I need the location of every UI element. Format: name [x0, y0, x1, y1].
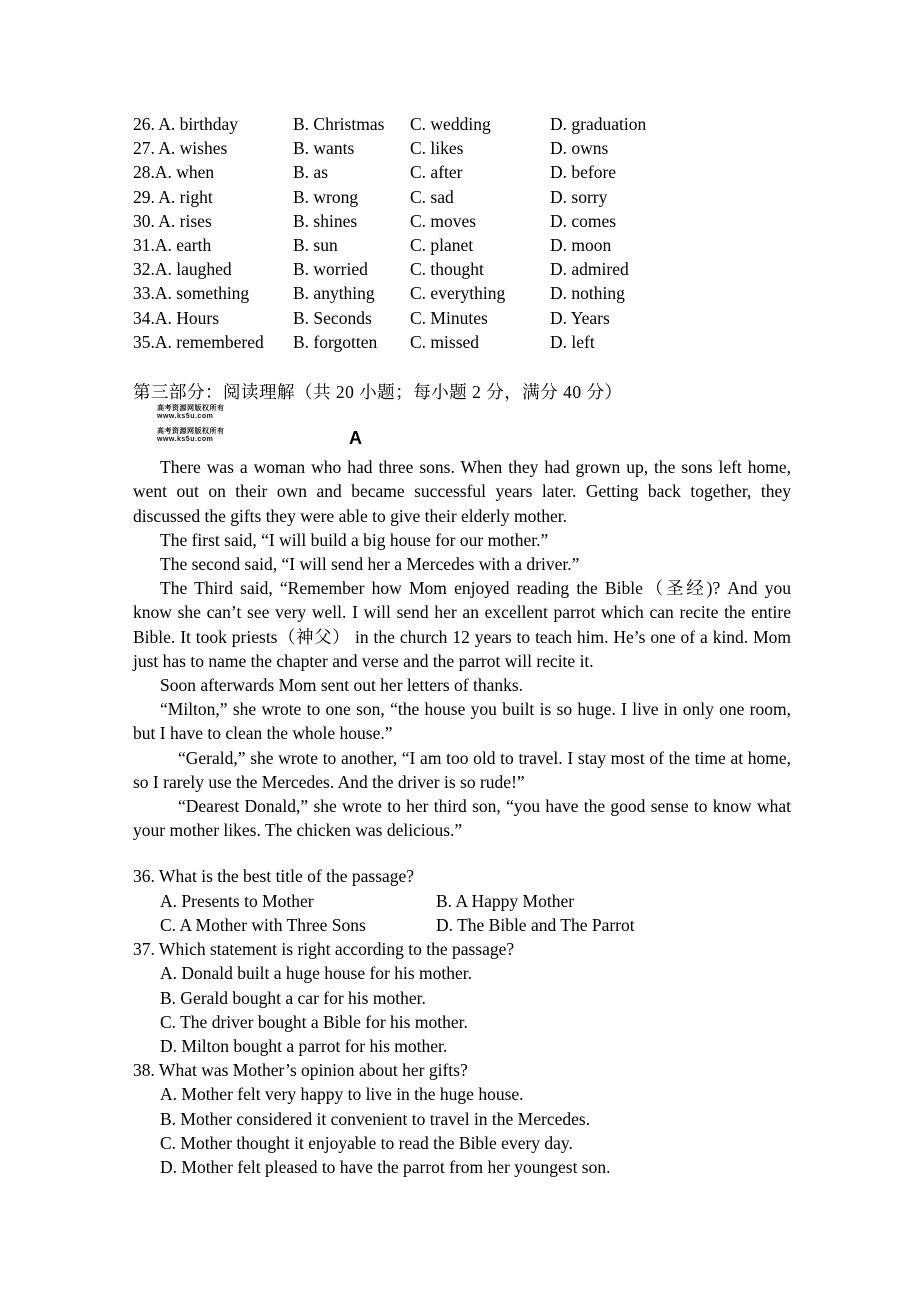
cloze-34-option-b: B. Seconds [293, 307, 372, 328]
passage-paragraph: The first said, “I will build a big house for our mother.” [160, 529, 549, 550]
question-36-option-a: A. Presents to Mother [160, 890, 314, 911]
cloze-27-option-b: B. wants [293, 138, 355, 159]
passage-paragraph: There was a woman who had three sons. When they had grown up, the sons left home, went out on their own and became successful years later. Getting back together, they discussed the gifts they were able to give their elderly mother. [133, 457, 791, 526]
cloze-33-option-d: D. nothing [550, 283, 625, 304]
question-38 [133, 1058, 791, 1179]
cloze-35-option-c: C. missed [410, 331, 480, 352]
cloze-27-option-c: C. likes [410, 138, 464, 159]
question-37-option-a: A. Donald built a huge house for his mother. [160, 963, 473, 984]
cloze-31-option-a: 31.A. earth [133, 235, 212, 256]
passage-paragraph: “Dearest Donald,” she wrote to her third son, “you have the good sense to know what your mother likes. The chicken was delicious.” [133, 796, 791, 841]
question-36-options-row-1 [133, 889, 791, 913]
watermark-line2: www.ks5u.com [157, 436, 214, 444]
cloze-32-option-d: D. admired [550, 259, 629, 280]
cloze-29-option-d: D. sorry [550, 186, 608, 207]
question-37-stem: 37. Which statement is right according to the passage? [133, 939, 515, 960]
cloze-row-29 [133, 185, 791, 209]
cloze-28-option-a: 28.A. when [133, 162, 215, 183]
question-36-option-c: C. A Mother with Three Sons [160, 914, 366, 935]
cloze-29-option-a: 29. A. right [133, 186, 213, 207]
cloze-33-option-a: 33.A. something [133, 283, 250, 304]
passage-paragraph: “Gerald,” she wrote to another, “I am too old to travel. I stay most of the time at home, so I rarely use the Mercedes. And the driver is so rude!” [133, 747, 791, 792]
question-38-option-d: D. Mother felt pleased to have the parrot from her youngest son. [160, 1156, 611, 1177]
cloze-34-option-c: C. Minutes [410, 307, 488, 328]
question-38-option-b: B. Mother considered it convenient to travel in the Mercedes. [160, 1108, 591, 1129]
cloze-34-option-d: D. Years [550, 307, 610, 328]
cloze-row-28 [133, 160, 791, 184]
question-38-stem: 38. What was Mother’s opinion about her gifts? [133, 1060, 468, 1081]
passage-paragraph: The second said, “I will send her a Mercedes with a driver.” [160, 554, 580, 575]
exam-content [133, 112, 791, 1179]
cloze-29-option-c: C. sad [410, 186, 454, 207]
cloze-31-option-b: B. sun [293, 235, 338, 256]
cloze-27-option-a: 27. A. wishes [133, 138, 228, 159]
cloze-26-option-b: B. Christmas [293, 114, 385, 134]
watermark-line1: 高考资源网版权所有 [157, 428, 225, 436]
cloze-row-34 [133, 306, 791, 330]
cloze-28-option-b: B. as [293, 162, 328, 183]
cloze-row-33 [133, 281, 791, 305]
passage-label: A [349, 428, 362, 449]
ks5u-watermark [157, 428, 225, 444]
cloze-32-option-a: 32.A. laughed [133, 259, 232, 280]
cloze-26-option-a: 26. A. birthday [133, 114, 238, 134]
cloze-34-option-a: 34.A. Hours [133, 307, 220, 328]
cloze-29-option-b: B. wrong [293, 186, 359, 207]
cloze-options-block [133, 112, 791, 354]
question-36-option-b: B. A Happy Mother [436, 890, 575, 911]
question-36-option-d: D. The Bible and The Parrot [436, 914, 635, 935]
cloze-28-option-c: C. after [410, 162, 463, 183]
question-36-stem: 36. What is the best title of the passage? [133, 866, 415, 887]
reading-passage [133, 455, 791, 842]
cloze-28-option-d: D. before [550, 162, 617, 183]
cloze-row-31 [133, 233, 791, 257]
cloze-32-option-b: B. worried [293, 259, 368, 280]
cloze-row-32 [133, 257, 791, 281]
questions-block [133, 864, 791, 1179]
question-38-option-a: A. Mother felt very happy to live in the huge house. [160, 1084, 524, 1105]
section-header: 第三部分：阅读理解（共 20 小题；每小题 2 分，满分 40 分） [133, 382, 623, 403]
cloze-30-option-b: B. shines [293, 210, 358, 231]
cloze-30-option-d: D. comes [550, 210, 617, 231]
cloze-26-option-c: C. wedding [410, 114, 491, 134]
cloze-30-option-a: 30. A. rises [133, 210, 212, 231]
watermark-line2: www.ks5u.com [157, 413, 214, 421]
cloze-row-26 [133, 112, 791, 136]
cloze-27-option-d: D. owns [550, 138, 609, 159]
question-36-options-row-2 [133, 913, 791, 937]
question-37-option-d: D. Milton bought a parrot for his mother. [160, 1035, 448, 1056]
cloze-row-27 [133, 136, 791, 160]
cloze-31-option-c: C. planet [410, 235, 474, 256]
passage-paragraph: “Milton,” she wrote to one son, “the house you built is so huge. I live in only one room, but I have to clean the whole house.” [133, 699, 791, 744]
passage-paragraph: Soon afterwards Mom sent out her letters of thanks. [160, 675, 524, 696]
question-37-option-b: B. Gerald bought a car for his mother. [160, 987, 426, 1008]
cloze-33-option-c: C. everything [410, 283, 506, 304]
question-36 [133, 864, 791, 937]
cloze-row-30 [133, 209, 791, 233]
question-38-option-c: C. Mother thought it enjoyable to read the Bible every day. [160, 1132, 573, 1153]
passage-label-area [133, 405, 791, 455]
cloze-31-option-d: D. moon [550, 235, 612, 256]
question-37 [133, 937, 791, 1058]
question-37-option-c: C. The driver bought a Bible for his mother. [160, 1011, 468, 1032]
passage-paragraph: The Third said, “Remember how Mom enjoyed reading the Bible（圣经)? And you know she can’t see very well. I will send her an excellent parrot which can recite the entire Bible. It took priests（神父） in the church 12 years to teach him. He’s one of a kind. Mom just has to name the chapter and verse and the parrot will recite it. [133, 578, 791, 671]
cloze-row-35 [133, 330, 791, 354]
cloze-26-option-d: D. graduation [550, 114, 647, 134]
watermark-line1: 高考资源网版权所有 [157, 405, 225, 413]
ks5u-watermark [157, 405, 225, 421]
cloze-35-option-d: D. left [550, 331, 595, 352]
cloze-32-option-c: C. thought [410, 259, 484, 280]
cloze-35-option-a: 35.A. remembered [133, 331, 264, 352]
cloze-30-option-c: C. moves [410, 210, 477, 231]
cloze-33-option-b: B. anything [293, 283, 375, 304]
cloze-35-option-b: B. forgotten [293, 331, 378, 352]
